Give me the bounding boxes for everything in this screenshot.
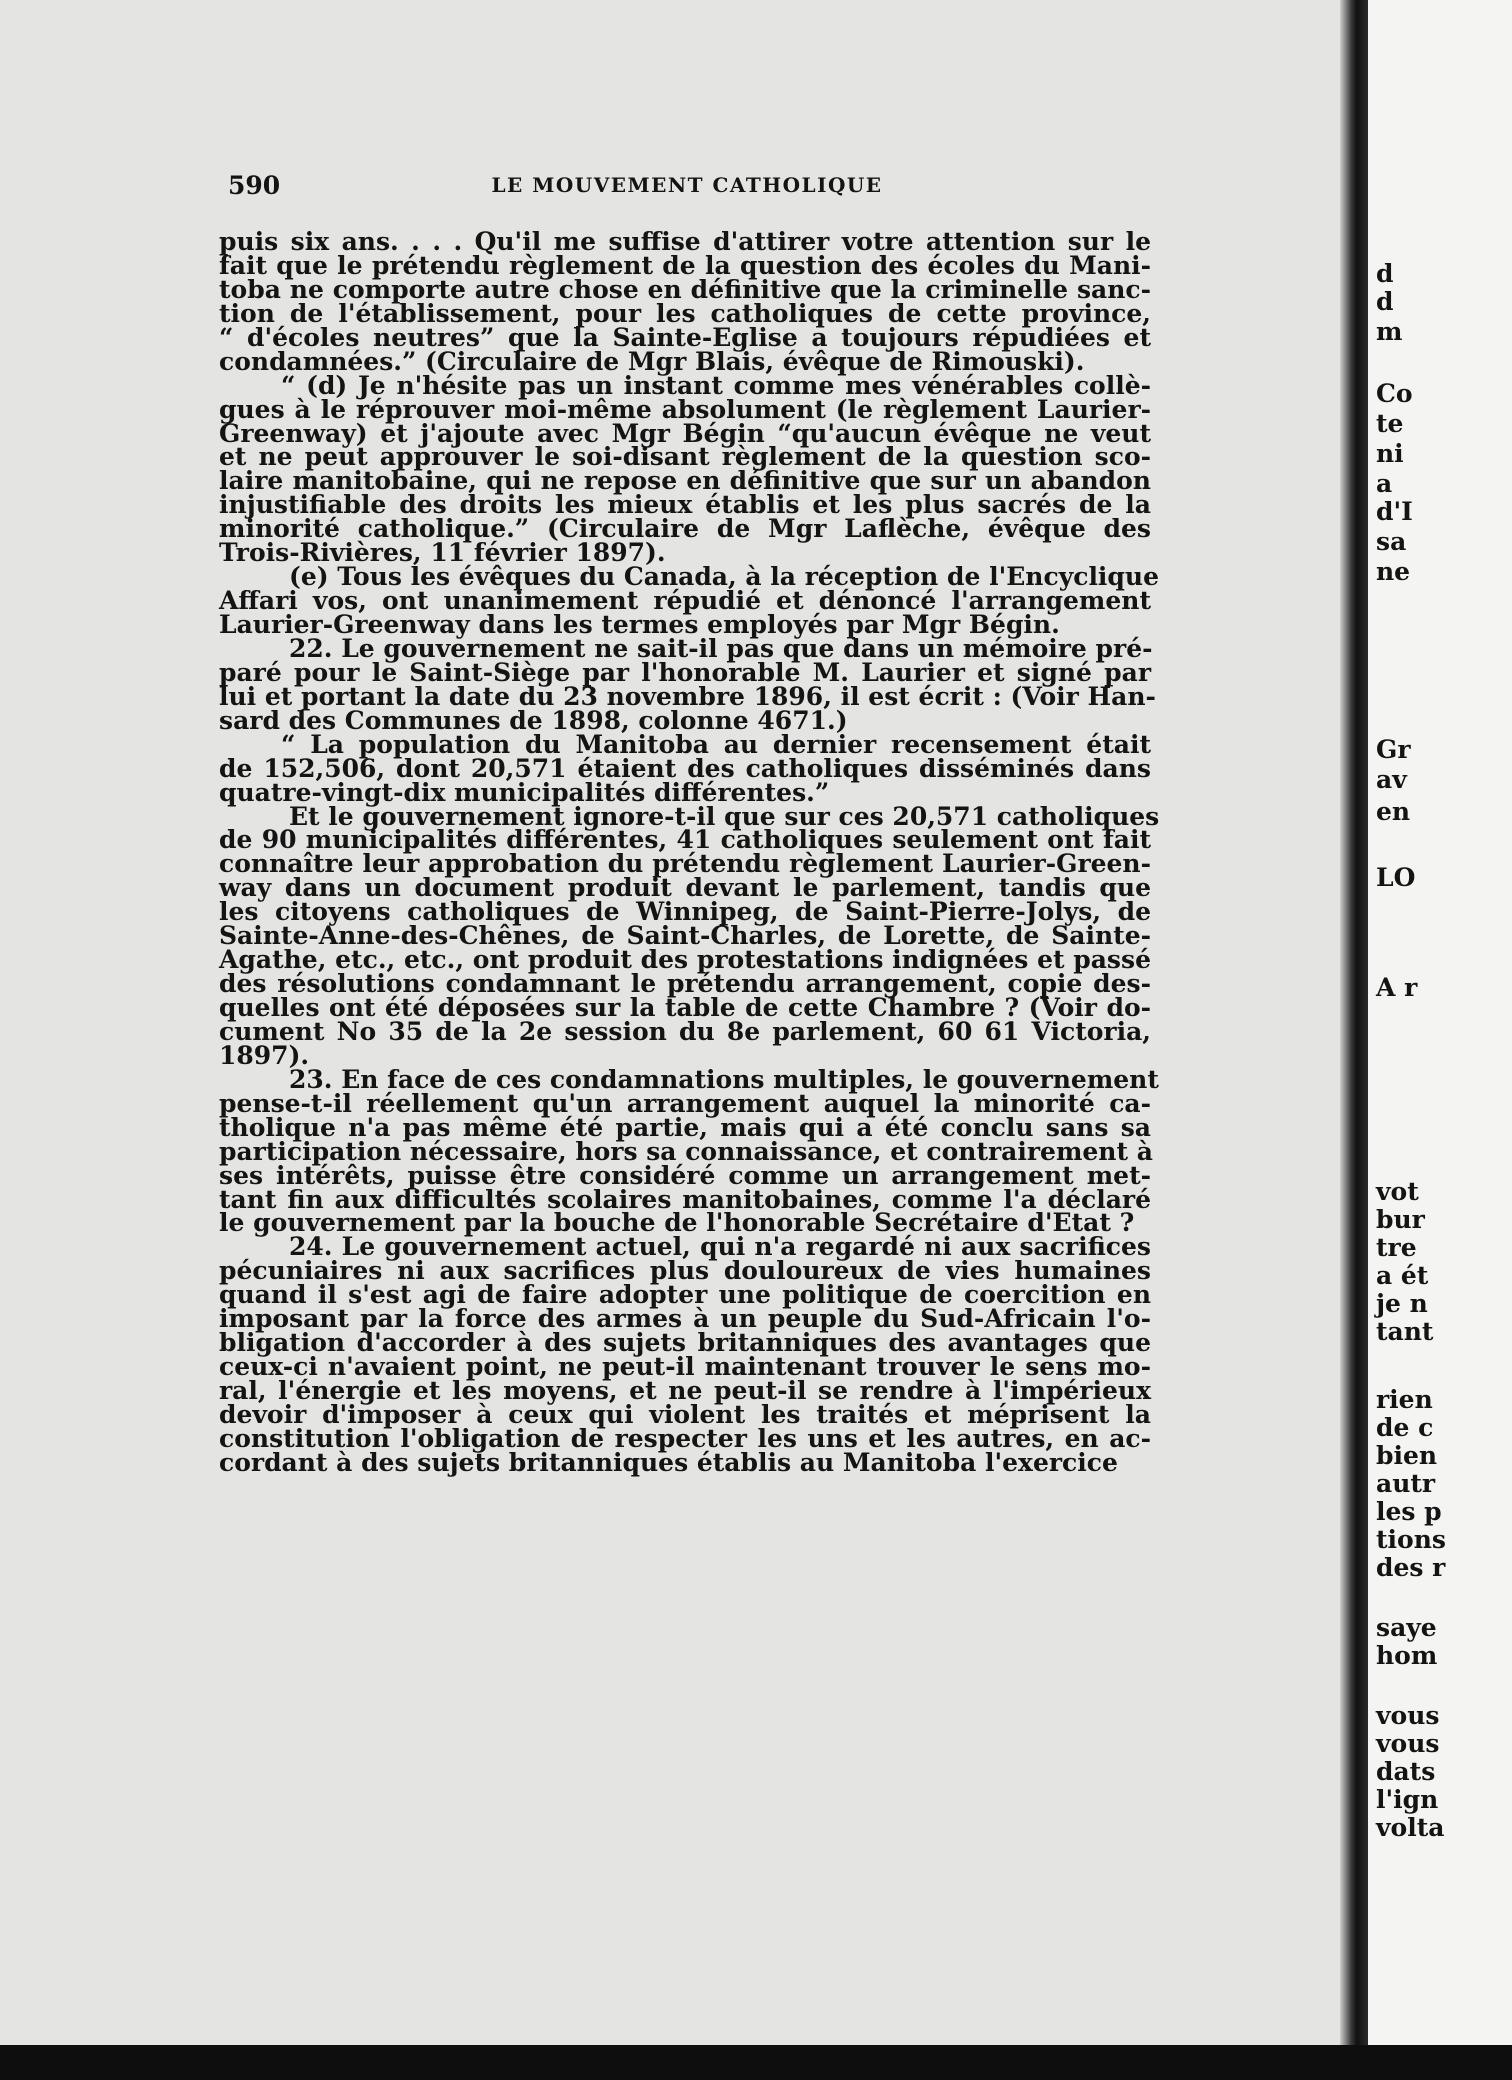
- text-line: condamnées.” (Circulaire de Mgr Blais, évêque de Rimouski).: [219, 346, 1085, 376]
- text-line: (e) Tous les évêques du Canada, à la réception de l'Encyclique: [289, 562, 1159, 592]
- text-line: “ d'écoles neutres” que la Sainte-Eglise a toujours répudiées et: [219, 322, 1151, 352]
- scan-bottom-edge: [0, 2045, 1512, 2080]
- text-line: puis six ans. . . . Qu'il me suffise d'attirer votre attention sur le: [219, 227, 1151, 256]
- facing-page-fragment: tions: [1376, 1525, 1446, 1554]
- facing-page-fragment: bur: [1376, 1205, 1425, 1234]
- text-line: “ La population du Manitoba au dernier recensement était: [281, 729, 1151, 759]
- facing-page-fragment: volta: [1376, 1813, 1445, 1842]
- facing-page-fragment: vous: [1376, 1701, 1440, 1730]
- text-line: ceux-ci n'avaient point, ne peut-il maintenant trouver le sens mo-: [219, 1352, 1151, 1382]
- facing-page-fragment: je n: [1376, 1289, 1428, 1318]
- text-line: Laurier-Greenway dans les termes employés par Mgr Bégin.: [219, 610, 1060, 639]
- text-line: minorité catholique.” (Circulaire de Mgr Laflèche, évêque des: [219, 514, 1151, 544]
- text-line: 23. En face de ces condamnations multiples, le gouvernement: [289, 1064, 1159, 1094]
- text-line: de 152,506, dont 20,571 étaient des catholiques disséminés dans: [219, 753, 1151, 783]
- book-gutter: [1340, 0, 1368, 2080]
- text-line: “ (d) Je n'hésite pas un instant comme mes vénérables collè-: [281, 370, 1151, 400]
- text-line: lui et portant la date du 23 novembre 1896, il est écrit : (Voir Han-: [219, 681, 1156, 711]
- running-title: LE MOUVEMENT CATHOLIQUE: [491, 173, 883, 197]
- text-line: cordant à des sujets britanniques établis au Manitoba l'exercice: [219, 1447, 1118, 1477]
- text-line: bligation d'accorder à des sujets britanniques des avantages que: [219, 1328, 1151, 1358]
- text-line: gues à le réprouver moi-même absolument (le règlement Laurier-: [219, 394, 1151, 424]
- page-header: [228, 171, 1146, 201]
- text-line: et ne peut approuver le soi-disant règlement de la question sco-: [219, 442, 1151, 472]
- facing-page-fragment: Co: [1376, 379, 1413, 408]
- text-line: le gouvernement par la bouche de l'honorable Secrétaire d'Etat ?: [219, 1208, 1135, 1238]
- facing-page-fragment: LO: [1376, 863, 1416, 892]
- text-line: ses intérêts, puisse être considéré comme un arrangement met-: [219, 1160, 1151, 1190]
- text-line: Et le gouvernement ignore-t-il que sur ces 20,571 catholiques: [289, 801, 1160, 831]
- facing-page-fragment: m: [1376, 317, 1403, 346]
- text-line: laire manitobaine, qui ne repose en définitive que sur un abandon: [219, 466, 1151, 496]
- facing-page-fragment: les p: [1376, 1497, 1442, 1526]
- text-line: Agathe, etc., etc., ont produit des protestations indignées et passé: [219, 945, 1151, 975]
- text-line: participation nécessaire, hors sa connaissance, et contrairement à: [219, 1136, 1153, 1166]
- text-line: cument No 35 de la 2e session du 8e parlement, 60 61 Victoria,: [219, 1016, 1151, 1046]
- text-line: pécuniaires ni aux sacrifices plus douloureux de vies humaines: [219, 1256, 1151, 1286]
- facing-page-fragment: d: [1376, 287, 1394, 316]
- facing-page-fragment: en: [1376, 797, 1411, 826]
- facing-page-fragment: te: [1376, 409, 1404, 438]
- facing-page-fragment: a: [1376, 469, 1393, 498]
- facing-page-fragment: vot: [1376, 1177, 1419, 1206]
- facing-page-fragment: hom: [1376, 1641, 1438, 1670]
- text-line: quatre-vingt-dix municipalités différentes.”: [219, 777, 830, 807]
- text-line: pense-t-il réellement qu'un arrangement auquel la minorité ca-: [219, 1088, 1151, 1118]
- text-line: sard des Communes de 1898, colonne 4671.): [219, 705, 848, 735]
- facing-page-fragment: bien: [1376, 1441, 1438, 1470]
- facing-page-fragment: d: [1376, 259, 1394, 288]
- text-line: constitution l'obligation de respecter les uns et les autres, en ac-: [219, 1423, 1151, 1453]
- text-line: way dans un document produit devant le parlement, tandis que: [219, 873, 1151, 903]
- facing-page-fragment: l'ign: [1376, 1785, 1439, 1814]
- text-line: Sainte-Anne-des-Chênes, de Saint-Charles, de Lorette, de Sainte-: [219, 921, 1151, 951]
- text-line: imposant par la force des armes à un peuple du Sud-Africain l'o-: [219, 1304, 1151, 1334]
- facing-page-fragment: saye: [1376, 1613, 1437, 1642]
- text-line: quelles ont été déposées sur la table de cette Chambre ? (Voir do-: [219, 993, 1151, 1022]
- facing-page-fragment: dats: [1376, 1757, 1436, 1786]
- page-number: 590: [228, 171, 281, 200]
- text-line: tant fin aux difficultés scolaires manitobaines, comme l'a déclaré: [219, 1184, 1151, 1214]
- text-line: devoir d'imposer à ceux qui violent les traités et méprisent la: [219, 1399, 1151, 1429]
- facing-page-fragment: a ét: [1376, 1261, 1429, 1290]
- text-line: ral, l'énergie et les moyens, et ne peut-il se rendre à l'impérieux: [219, 1376, 1151, 1405]
- text-line: connaître leur approbation du prétendu règlement Laurier-Green-: [219, 849, 1151, 879]
- text-line: de 90 municipalités différentes, 41 catholiques seulement ont fait: [219, 825, 1151, 855]
- facing-page-fragment: de c: [1376, 1413, 1434, 1442]
- text-line: les citoyens catholiques de Winnipeg, de Saint-Pierre-Jolys, de: [219, 897, 1151, 927]
- text-line: tion de l'établissement, pour les catholiques de cette province,: [219, 298, 1151, 328]
- facing-page-edge: [1368, 0, 1512, 2080]
- facing-page-fragment: tre: [1376, 1233, 1417, 1262]
- facing-page-fragment: sa: [1376, 527, 1407, 556]
- text-line: Affari vos, ont unanimement répudié et dénoncé l'arrangement: [219, 586, 1151, 616]
- facing-page-fragment: ne: [1376, 557, 1411, 586]
- text-line: toba ne comporte autre chose en définitive que la criminelle sanc-: [219, 274, 1151, 304]
- text-line: injustifiable des droits les mieux établis et les plus sacrés de la: [219, 490, 1151, 520]
- facing-page-fragment: rien: [1376, 1385, 1433, 1414]
- facing-page-fragment: vous: [1376, 1729, 1440, 1758]
- body-text: [219, 227, 1160, 1477]
- text-line: paré pour le Saint-Siège par l'honorable M. Laurier et signé par: [219, 657, 1151, 687]
- text-line: quand il s'est agi de faire adopter une politique de coercition en: [219, 1280, 1151, 1310]
- facing-page-fragment: des r: [1376, 1553, 1446, 1582]
- facing-page-fragment: autr: [1376, 1469, 1436, 1498]
- facing-page-fragment: d'I: [1376, 497, 1413, 526]
- text-line: 22. Le gouvernement ne sait-il pas que dans un mémoire pré-: [289, 633, 1153, 663]
- facing-page-fragment: A r: [1376, 973, 1418, 1002]
- text-line: des résolutions condamnant le prétendu arrangement, copie des-: [219, 969, 1151, 999]
- text-line: Greenway) et j'ajoute avec Mgr Bégin “qu'aucun évêque ne veut: [219, 418, 1151, 448]
- facing-page-fragment: tant: [1376, 1317, 1434, 1346]
- text-line: Trois-Rivières, 11 février 1897).: [219, 538, 666, 568]
- text-line: 24. Le gouvernement actuel, qui n'a regardé ni aux sacrifices: [289, 1232, 1151, 1262]
- text-line: tholique n'a pas même été partie, mais qui a été conclu sans sa: [219, 1112, 1151, 1142]
- facing-page-fragment: av: [1376, 765, 1407, 794]
- facing-page-fragment: ni: [1376, 439, 1404, 468]
- facing-page-fragment: Gr: [1376, 735, 1411, 764]
- text-line: 1897).: [219, 1040, 310, 1070]
- text-line: fait que le prétendu règlement de la question des écoles du Mani-: [219, 250, 1151, 280]
